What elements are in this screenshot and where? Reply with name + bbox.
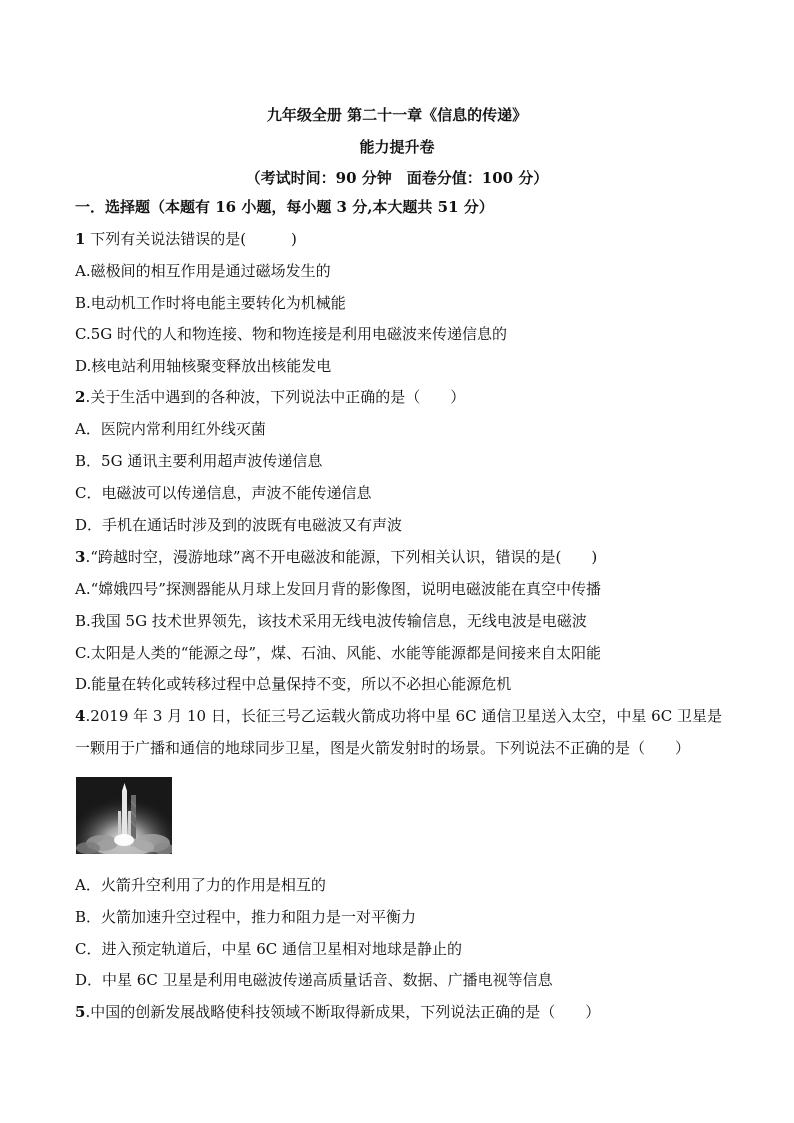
question-2-option-a: A．医院内常利用红外线灭菌: [75, 420, 266, 438]
question-1-option-b: B.电动机工作时将电能主要转化为机械能: [75, 294, 346, 312]
question-5-stem: [75, 1003, 600, 1021]
question-number: 2: [75, 388, 86, 406]
question-2-stem: [75, 388, 465, 406]
question-1-option-d: D.核电站利用轴核聚变释放出核能发电: [75, 357, 332, 375]
question-4-option-c: C．进入预定轨道后，中星 6C 通信卫星相对地球是静止的: [75, 940, 463, 958]
question-number: 5: [75, 1003, 86, 1021]
question-3-stem: [75, 548, 597, 566]
question-4-option-a: A．火箭升空利用了力的作用是相互的: [75, 876, 326, 894]
question-number: 3: [75, 548, 86, 566]
question-3-option-a: A.“嫦娥四号”探测器能从月球上发回月背的影像图，说明电磁波能在真空中传播: [75, 580, 601, 598]
page-subtitle: 能力提升卷: [359, 138, 435, 156]
question-3-option-d: D.能量在转化或转移过程中总量保持不变，所以不必担心能源危机: [75, 675, 512, 693]
question-3-option-c: C.太阳是人类的“能源之母”，煤、石油、风能、水能等能源都是间接来自太阳能: [75, 644, 602, 662]
page-title: 九年级全册 第二十一章《信息的传递》: [266, 106, 528, 124]
question-2-option-c: C．电磁波可以传递信息，声波不能传递信息: [75, 484, 372, 502]
question-text: 下列有关说法错误的是( ): [85, 230, 297, 248]
question-1-option-c: C.5G 时代的人和物连接、物和物连接是利用电磁波来传递信息的: [75, 325, 508, 343]
exam-info: （考试时间：90 分钟 面卷分值：100 分）: [245, 169, 549, 187]
rocket-launch-photo: [76, 777, 172, 854]
question-number: 1: [75, 230, 86, 248]
rocket-launch-image: [76, 777, 172, 854]
section-heading: 一．选择题（本题有 16 小题，每小题 3 分,本大题共 51 分）: [75, 198, 494, 216]
question-2-option-d: D．手机在通话时涉及到的波既有电磁波又有声波: [75, 516, 403, 534]
question-text: .2019 年 3 月 10 日，长征三号乙运载火箭成功将中星 6C 通信卫星送入太空，中星 6C 卫星是: [85, 707, 722, 725]
question-text: .“跨越时空，漫游地球”离不开电磁波和能源，下列相关认识，错误的是( ): [85, 548, 598, 566]
question-4-option-d: D．中星 6C 卫星是利用电磁波传递高质量话音、数据、广播电视等信息: [75, 971, 553, 989]
question-1-stem: [75, 230, 297, 248]
question-3-option-b: B.我国 5G 技术世界领先，该技术采用无线电波传输信息，无线电波是电磁波: [75, 612, 587, 630]
question-2-option-b: B．5G 通讯主要利用超声波传递信息: [75, 452, 323, 470]
question-text: .关于生活中遇到的各种波，下列说法中正确的是（ ）: [85, 388, 466, 406]
question-text: .中国的创新发展战略使科技领域不断取得新成果，下列说法正确的是（ ）: [85, 1003, 601, 1021]
question-number: 4: [75, 707, 86, 725]
question-4-stem-continued: 一颗用于广播和通信的地球同步卫星，图是火箭发射时的场景。下列说法不正确的是（ ）: [75, 739, 691, 757]
question-1-option-a: A.磁极间的相互作用是通过磁场发生的: [75, 262, 331, 280]
question-4-option-b: B．火箭加速升空过程中，推力和阻力是一对平衡力: [75, 908, 417, 926]
question-4-stem: [75, 707, 722, 725]
